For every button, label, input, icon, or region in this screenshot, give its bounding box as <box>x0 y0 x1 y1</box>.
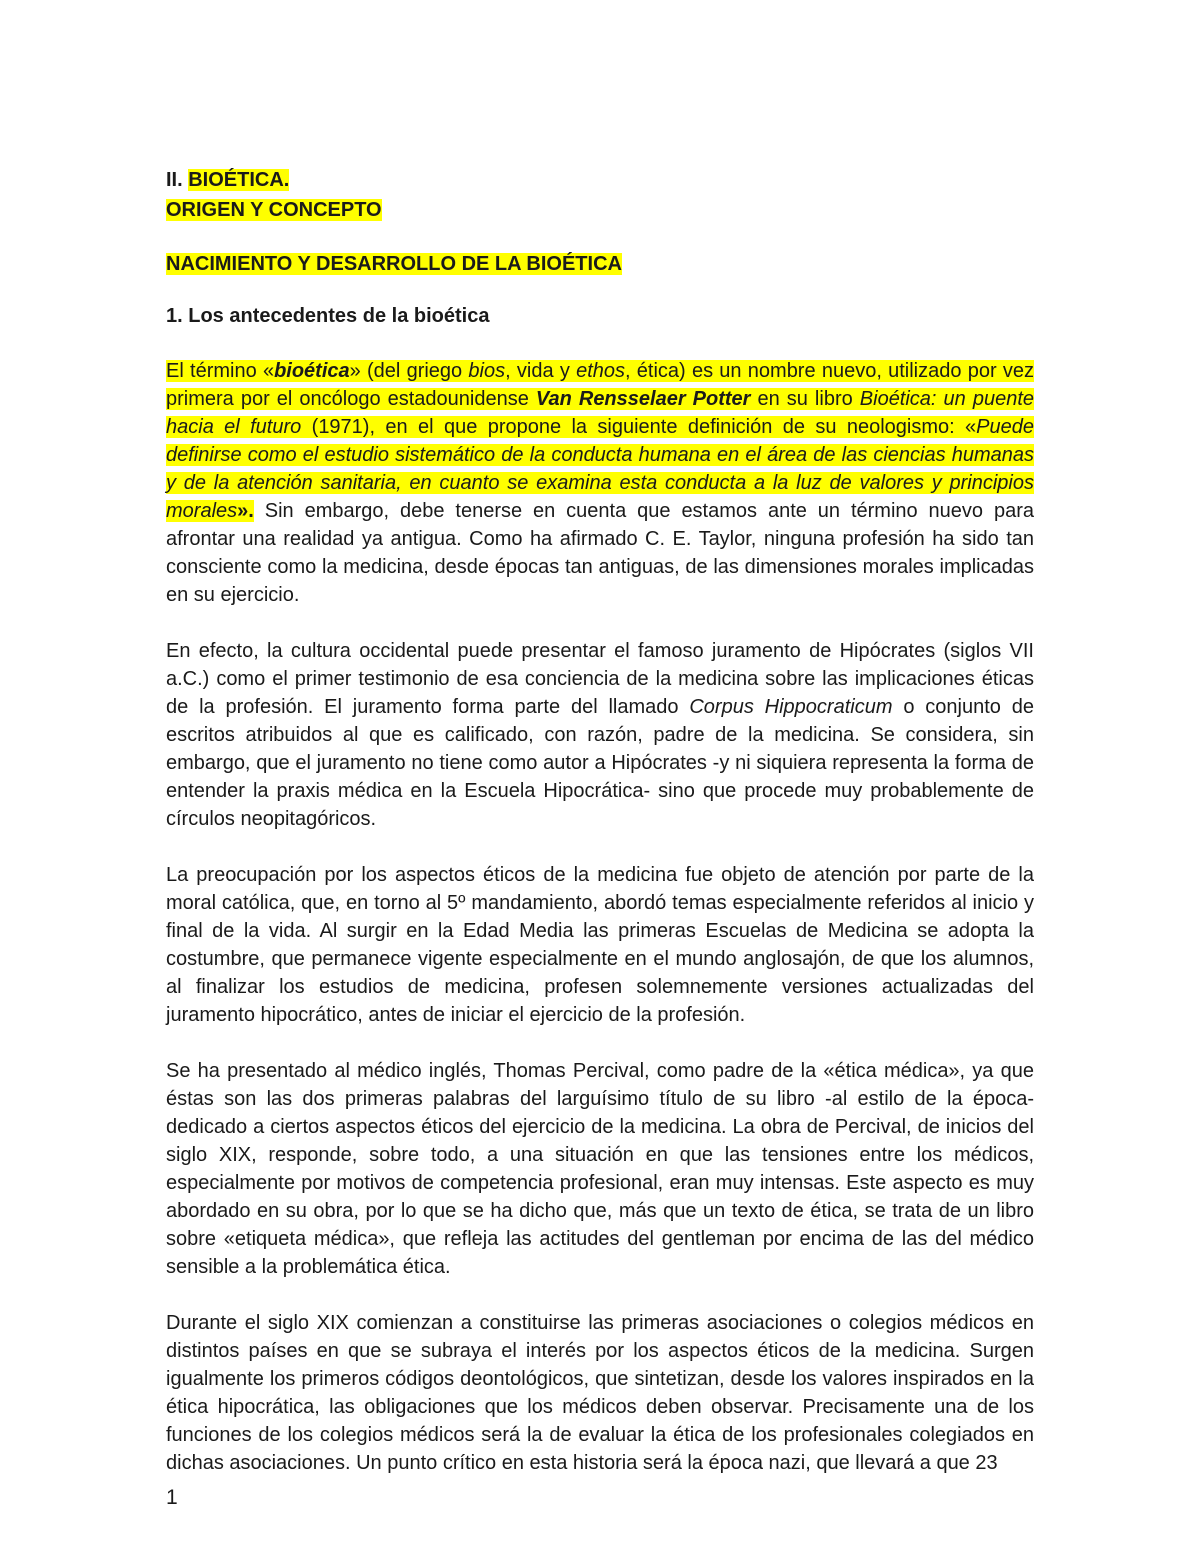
p1-text-i: en su libro <box>750 388 860 410</box>
p1-author-name: Van Rensselaer Potter <box>535 388 751 410</box>
p1-term-bios: bios <box>468 360 506 382</box>
page-number: 1 <box>166 1486 178 1509</box>
p1-book-title: Bioética: un puente hacia el futuro <box>166 388 1034 438</box>
p1-quote-close: ». <box>237 500 254 522</box>
p1-term-bioetica: bioética <box>274 360 350 382</box>
p1-text-g: , ética) es un nombre nuevo, utilizado por vez primera por el oncólogo estadounidense <box>166 360 1034 410</box>
chapter-title-text: BIOÉTICA. <box>188 169 290 191</box>
paragraph-4: Se ha presentado al médico inglés, Thomas Percival, como padre de la «ética médica», ya que éstas son las dos primeras palabras del larguísimo título de su libro -al estilo de la época- dedicado a ciertos aspectos éticos del ejercicio de la medicina. La obra de Percival, de inicios del siglo XIX, responde, sobre todo, a una situación en que las tensiones entre los médicos, especialmente por motivos de competencia profesional, eran muy intensas. Este aspecto es muy abordado en su obra, por lo que se ha dicho que, más que un texto de ética, se trata de un libro sobre «etiqueta médica», que refleja las actitudes del gentleman por encima de las del médico sensible a la problemática ética. <box>166 1060 1034 1278</box>
chapter-subtitle-text: ORIGEN Y CONCEPTO <box>166 199 382 221</box>
p1-definition-quote: Puede definirse como el estudio sistemático de la conducta humana en el área de las ciencias humanas y de la atención sanitaria, en cuanto se examina esta conducta a la luz de valores y principios morales <box>166 416 1035 522</box>
document-body <box>166 165 1034 1505</box>
chapter-roman: II. <box>166 169 189 191</box>
p2-corpus-title: Corpus Hippocraticum <box>689 696 893 718</box>
p1-term-ethos: ethos <box>576 360 626 382</box>
paragraph-3: La preocupación por los aspectos éticos de la medicina fue objeto de atención por parte de la moral católica, que, en torno al 5º mandamiento, abordó temas especialmente referidos al inicio y final de la vida. Al surgir en la Edad Media las primeras Escuelas de Medicina se adopta la costumbre, que permanece vigente especialmente en el mundo anglosajón, de que los alumnos, al finalizar los estudios de medicina, profesen solemnemente versiones actualizadas del juramento hipocrático, antes de iniciar el ejercicio de la profesión. <box>166 864 1034 1026</box>
p1-highlighted <box>166 360 1034 522</box>
paragraph-2 <box>166 637 1034 833</box>
chapter-subtitle <box>166 195 1034 225</box>
paragraph-5: Durante el siglo XIX comienzan a constituirse las primeras asociaciones o colegios médicos en distintos países en que se subraya el interés por los aspectos éticos de la medicina. Surgen igualmente los primeros códigos deontológicos, que sintetizan, desde los valores inspirados en la ética hipocrática, las obligaciones que los médicos deben observar. Precisamente una de los funciones de los colegios médicos será la de evaluar la ética de los profesionales colegiados en dichas asociaciones. Un punto crítico en esta historia será la época nazi, que llevará a que 23 <box>166 1312 1034 1474</box>
p1-text-e: , vida y <box>505 360 577 382</box>
p1-text-c: » (del griego <box>349 360 469 382</box>
chapter-title <box>166 165 1034 195</box>
subsection-title: 1. Los antecedentes de la bioética <box>166 305 490 327</box>
section-title-text: NACIMIENTO Y DESARROLLO DE LA BIOÉTICA <box>166 253 622 275</box>
section-title <box>166 249 1034 279</box>
p1-text-k: (1971), en el que propone la siguiente definición de su neologismo: « <box>301 416 977 438</box>
p1-text-n: Sin embargo, debe tenerse en cuenta que estamos ante un término nuevo para afrontar una realidad ya antigua. Como ha afirmado C. E. Taylor, ninguna profesión ha sido tan consciente como la medicina, desde épocas tan antiguas, de las dimensiones morales implicadas en su ejercicio. <box>166 500 1034 606</box>
p2-text-c: o conjunto de escritos atribuidos al que es calificado, con razón, padre de la medicina. Se considera, sin embargo, que el juramento no tiene como autor a Hipócrates -y ni siquiera representa la forma de entender la praxis médica en la Escuela Hipocrática- sino que procede muy probablemente de círculos neopitagóricos. <box>166 696 1035 830</box>
p1-text-a: El término « <box>166 360 275 382</box>
paragraph-1 <box>166 357 1034 609</box>
p2-text-a: En efecto, la cultura occidental puede presentar el famoso juramento de Hipócrates (siglos VII a.C.) como el primer testimonio de esa conciencia de la medicina sobre las implicaciones éticas de la profesión. El juramento forma parte del llamado <box>166 640 1034 718</box>
